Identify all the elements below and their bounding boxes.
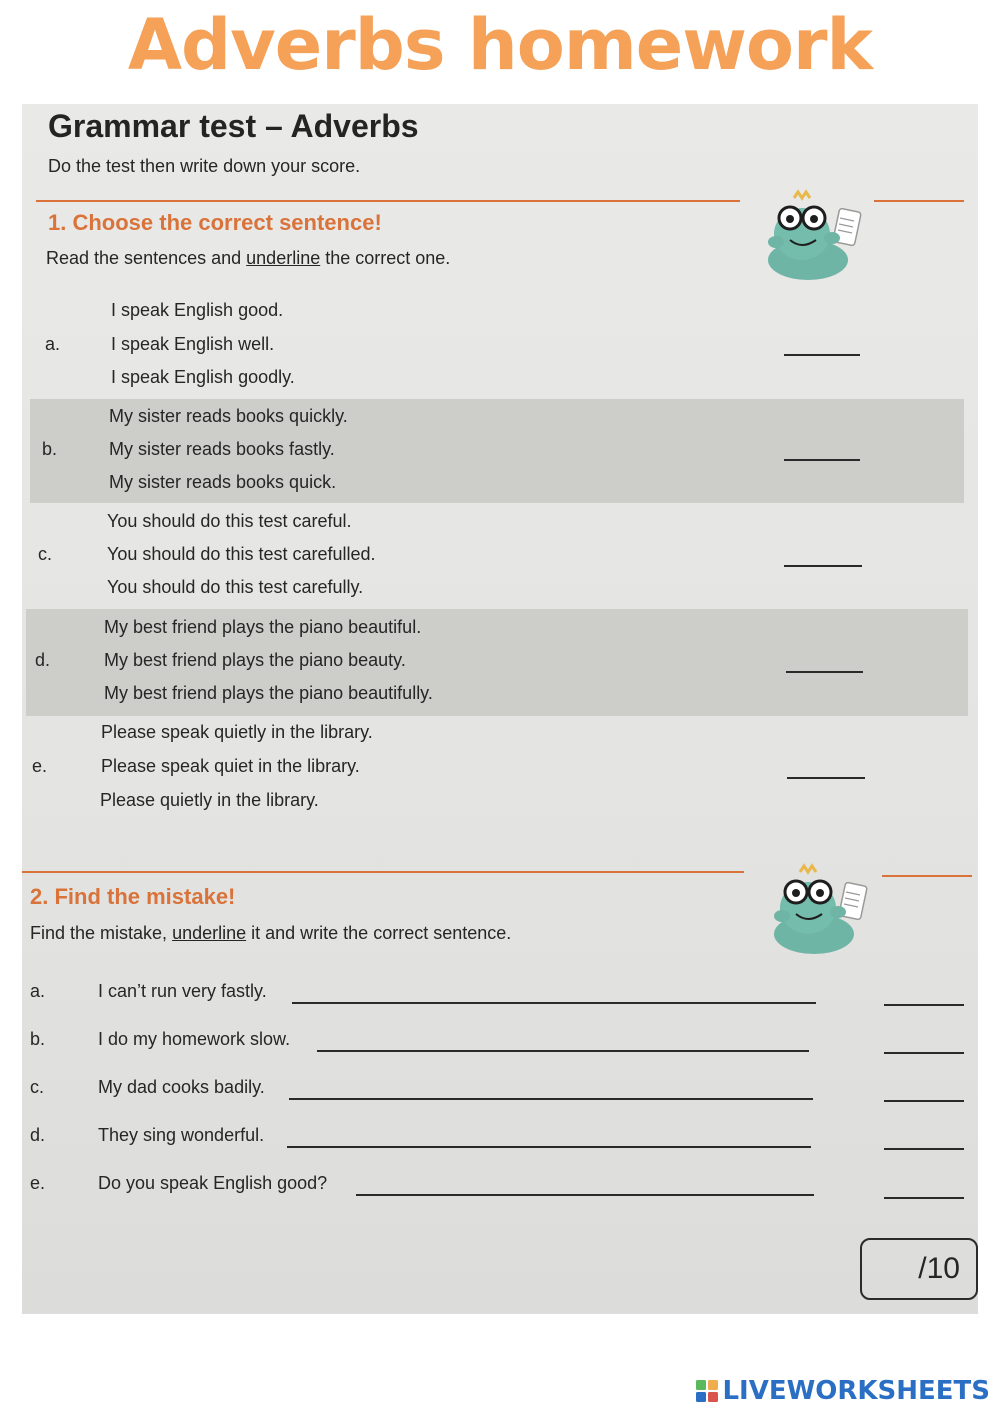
s1-qd-option-2[interactable]: My best friend plays the piano beauty. [104, 650, 406, 670]
s1-qb-option-2[interactable]: My sister reads books fastly. [109, 439, 335, 459]
frog-mascot-icon [750, 188, 870, 284]
s2-qc-sentence[interactable]: My dad cooks badily. [98, 1077, 265, 1097]
section2-rule-left [22, 871, 744, 873]
s1-qa-letter: a. [45, 334, 61, 354]
liveworksheets-logo-icon [696, 1380, 718, 1402]
s2-qa-sentence[interactable]: I can’t run very fastly. [98, 981, 267, 1001]
s2-qd-score-blank[interactable] [884, 1148, 964, 1150]
s2-qd-letter: d. [30, 1125, 46, 1145]
s1-qc-letter: c. [38, 544, 53, 564]
section2-instruction [30, 923, 511, 944]
s2-qb-sentence[interactable]: I do my homework slow. [98, 1029, 291, 1049]
s1-qa-option-2[interactable]: I speak English well. [111, 334, 275, 354]
s1-qa-option-1[interactable]: I speak English good. [111, 300, 284, 320]
section2-instruction-after: it and write the correct sentence. [246, 923, 512, 943]
s2-qd-answer-line[interactable] [287, 1146, 811, 1148]
s2-qe-letter: e. [30, 1173, 46, 1193]
section2-instruction-before: Find the mistake, [30, 923, 173, 943]
s2-qc-letter: c. [30, 1077, 45, 1097]
s1-qc-option-2[interactable]: You should do this test carefulled. [107, 544, 376, 564]
s1-qb-score-blank[interactable] [784, 459, 860, 461]
s2-qe-answer-line[interactable] [356, 1194, 814, 1196]
test-instruction: Do the test then write down your score. [48, 156, 361, 176]
s2-qc-score-blank[interactable] [884, 1100, 964, 1102]
s2-qa-score-blank[interactable] [884, 1004, 964, 1006]
section1-rule-left [36, 200, 740, 202]
s2-qc-answer-line[interactable] [289, 1098, 813, 1100]
section2-rule-right [882, 875, 972, 877]
s1-qc-option-3[interactable]: You should do this test carefully. [107, 577, 364, 597]
s1-qc-option-1[interactable]: You should do this test careful. [107, 511, 352, 531]
s1-qb-letter: b. [42, 439, 58, 459]
section2-instruction-underlined: underline [172, 923, 247, 943]
s2-qd-sentence[interactable]: They sing wonderful. [98, 1125, 265, 1145]
section1-instruction-underlined: underline [246, 248, 321, 268]
footer-brand-text: LIVEWORKSHEETS [722, 1376, 990, 1406]
s1-qe-score-blank[interactable] [787, 777, 865, 779]
s1-qd-option-1[interactable]: My best friend plays the piano beautiful. [104, 617, 422, 637]
s2-qa-answer-line[interactable] [292, 1002, 816, 1004]
s1-qa-option-3[interactable]: I speak English goodly. [111, 367, 295, 387]
s2-qa-letter: a. [30, 981, 46, 1001]
s1-qd-option-3[interactable]: My best friend plays the piano beautifully. [104, 683, 433, 703]
s2-qe-sentence[interactable]: Do you speak English good? [98, 1173, 328, 1193]
section2-title: 2. Find the mistake! [30, 884, 236, 909]
s1-qe-option-1[interactable]: Please speak quietly in the library. [101, 722, 373, 742]
s2-qb-score-blank[interactable] [884, 1052, 964, 1054]
s1-qd-score-blank[interactable] [786, 671, 863, 673]
score-total: /10 [918, 1252, 960, 1285]
page-title: Adverbs homework [127, 4, 873, 86]
s1-qc-score-blank[interactable] [784, 565, 862, 567]
score-box[interactable] [860, 1238, 978, 1300]
s2-qe-score-blank[interactable] [884, 1197, 964, 1199]
frog-mascot-icon [756, 862, 876, 958]
s2-qb-answer-line[interactable] [317, 1050, 809, 1052]
section1-instruction [46, 248, 450, 269]
footer-branding [696, 1376, 990, 1406]
section1-rule-right [874, 200, 964, 202]
section1-title: 1. Choose the correct sentence! [48, 210, 382, 235]
worksheet [22, 104, 978, 1314]
s1-qe-letter: e. [32, 756, 48, 776]
s1-qb-option-3[interactable]: My sister reads books quick. [109, 472, 337, 492]
section1-instruction-after: the correct one. [320, 248, 451, 268]
s1-qb-option-1[interactable]: My sister reads books quickly. [109, 406, 348, 426]
test-title: Grammar test – Adverbs [48, 108, 419, 144]
s1-qa-score-blank[interactable] [784, 354, 860, 356]
s1-qe-option-3[interactable]: Please quietly in the library. [100, 790, 319, 810]
s1-qe-option-2[interactable]: Please speak quiet in the library. [101, 756, 360, 776]
s1-qd-letter: d. [35, 650, 51, 670]
s2-qb-letter: b. [30, 1029, 46, 1049]
section1-instruction-before: Read the sentences and [46, 248, 247, 268]
